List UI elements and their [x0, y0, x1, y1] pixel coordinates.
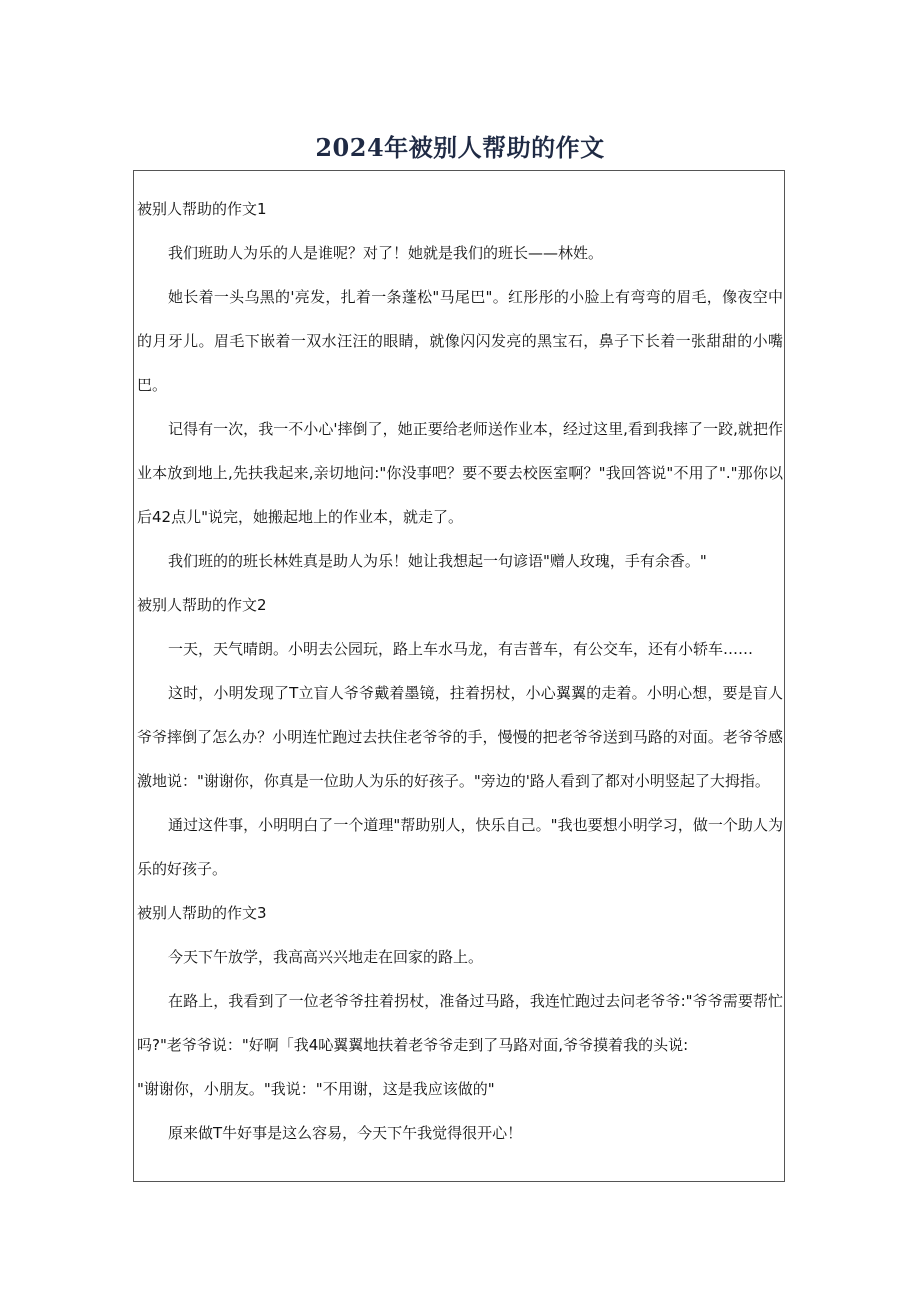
- section-heading-1: 被别人帮助的作文1: [137, 200, 267, 218]
- page-title: 2024年被别人帮助的作文: [315, 133, 605, 163]
- paragraph: "谢谢你，小朋友。"我说："不用谢，这是我应该做的": [137, 1080, 495, 1098]
- paragraph: 记得有一次，我一不小心'摔倒了，她正要给老师送作业本，经过这里,看到我摔了一跤,就把作业本放到地上,先扶我起来,亲切地问:"你没事吧？要不要去校医室啊？"我回答说"不用了"."那你以后42点儿"说完，她搬起地上的作业本，就走了。: [137, 420, 783, 526]
- paragraph: 一天，天气晴朗。小明去公园玩，路上车水马龙，有吉普车，有公交车，还有小轿车……: [168, 640, 754, 658]
- paragraph: 通过这件事，小明明白了一个道理"帮助别人，快乐自己。"我也要想小明学习，做一个助人为乐的好孩子。: [137, 816, 783, 878]
- content-frame: [133, 170, 785, 1182]
- essay-body: [137, 187, 783, 1155]
- paragraph: 这时，小明发现了T立盲人爷爷戴着墨镜，拄着拐杖，小心翼翼的走着。小明心想，要是盲人爷爷摔倒了怎么办？小明连忙跑过去扶住老爷爷的手，慢慢的把老爷爷送到马路的对面。老爷爷感激地说："谢谢你，你真是一位助人为乐的好孩子。"旁边的'路人看到了都对小明竖起了大拇指。: [137, 684, 783, 790]
- paragraph: 她长着一头乌黑的'亮发，扎着一条蓬松"马尾巴"。红彤彤的小脸上有弯弯的眉毛，像夜空中的月牙儿。眉毛下嵌着一双水汪汪的眼睛，就像闪闪发亮的黑宝石，鼻子下长着一张甜甜的小嘴巴。: [137, 288, 783, 394]
- section-heading-2: 被别人帮助的作文2: [137, 596, 267, 614]
- paragraph: 我们班的的班长林姓真是助人为乐！她让我想起一句谚语"赠人玫瑰，手有余香。": [168, 552, 707, 570]
- paragraph: 今天下午放学，我高高兴兴地走在回家的路上。: [168, 948, 484, 966]
- paragraph: 在路上，我看到了一位老爷爷拄着拐杖，准备过马路，我连忙跑过去问老爷爷:"爷爷需要帮忙吗?"老爷爷说："好啊「我4吣翼翼地扶着老爷爷走到了马路对面,爷爷摸着我的头说:: [137, 992, 783, 1054]
- paragraph: 原来做T牛好事是这么容易，今天下午我觉得很开心！: [168, 1124, 523, 1142]
- paragraph: 我们班助人为乐的人是谁呢？对了！她就是我们的班长——林姓。: [168, 244, 604, 262]
- section-heading-3: 被别人帮助的作文3: [137, 904, 267, 922]
